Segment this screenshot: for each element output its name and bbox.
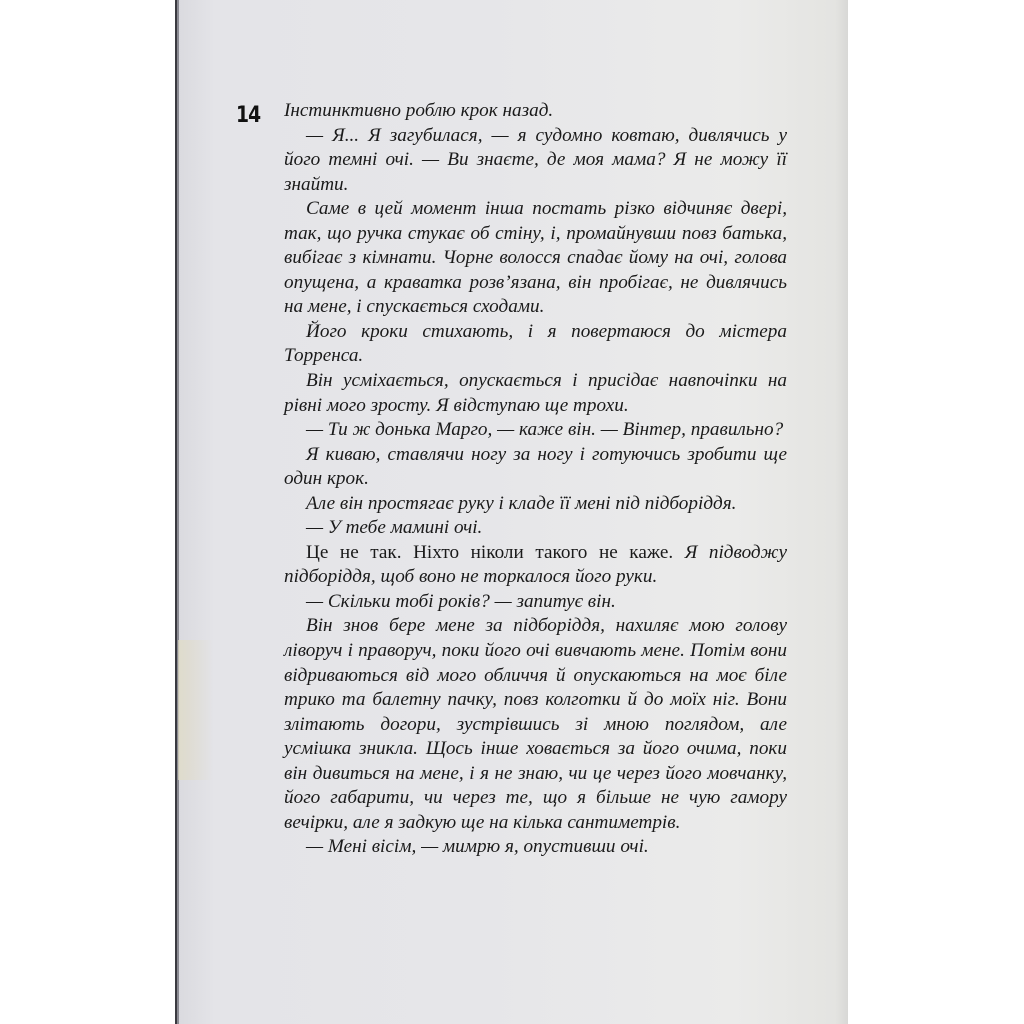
- paragraph: [284, 197, 787, 320]
- page-edge-shadow: [178, 640, 213, 780]
- paragraph: [284, 541, 787, 590]
- text-segment: Він усміхається, опускається і присідає навпочіпки на рівні мого зросту. Я відступаю ще трохи.: [284, 370, 787, 416]
- paragraph: [284, 516, 787, 541]
- paragraph: [284, 492, 787, 517]
- text-segment: — Скільки тобі років? — запитує він.: [306, 590, 616, 612]
- page-number: 14: [236, 103, 261, 128]
- text-segment: — У тебе мамині очі.: [306, 517, 483, 539]
- paragraph: [284, 369, 787, 418]
- text-segment: Він знов бере мене за підборіддя, нахиляє мою голову ліворуч і праворуч, поки його очі вивчають мене. Потім вони відриваються від мого обличчя й опускаються на моє біле трико та балетну пачку, повз колготки й до моїх ніг. Вони злітають догори, зустрівшись зі мною поглядом, але усмішка зникла. Щось інше ховається за його очима, поки він дивиться на мене, і я не знаю, чи це через його мовчанку, його габарити, чи через те, що я більше не чую гамору вечірки, але я задкую ще на кілька сантиметрів.: [284, 615, 787, 833]
- text-segment: Я підводжу підборіддя, щоб воно не торкалося його руки.: [284, 541, 787, 588]
- text-segment: — Я... Я загубилася, — я судомно ковтаю, дивлячись у його темні очі. — Ви знаєте, де моя мама? Я не можу її знайти.: [284, 124, 787, 195]
- paragraph: [284, 320, 787, 369]
- paragraph: [284, 614, 787, 835]
- paragraph: [284, 443, 787, 492]
- text-segment: Але він простягає руку і кладе її мені під підборіддя.: [306, 492, 737, 514]
- paragraph: [284, 418, 787, 443]
- paragraph: [284, 99, 787, 124]
- body-text: [284, 99, 787, 860]
- text-segment: Інстинктивно роблю крок назад.: [284, 100, 554, 121]
- paragraph: [284, 835, 787, 860]
- text-segment: Це не так. Ніхто ніколи такого не каже.: [306, 541, 685, 563]
- text-segment: Його кроки стихають, і я повертаюся до містера Торренса.: [284, 320, 787, 367]
- text-segment: Саме в цей момент інша постать різко відчиняє двері, так, що ручка стукає об стіну, і, промайнувши повз батька, вибігає з кімнати. Чорне волосся спадає йому на очі, голова опущена, а краватка розв’язана, він пробігає, не дивлячись на мене, і спускається сходами.: [284, 198, 787, 318]
- paragraph: [284, 590, 787, 615]
- text-segment: — Ти ж донька Марго, — каже він. — Вінтер, правильно?: [306, 419, 784, 441]
- text-segment: — Мені вісім, — мимрю я, опустивши очі.: [306, 836, 649, 858]
- text-segment: Я киваю, ставлячи ногу за ногу і готуючись зробити ще один крок.: [284, 443, 787, 490]
- paragraph: [284, 124, 787, 198]
